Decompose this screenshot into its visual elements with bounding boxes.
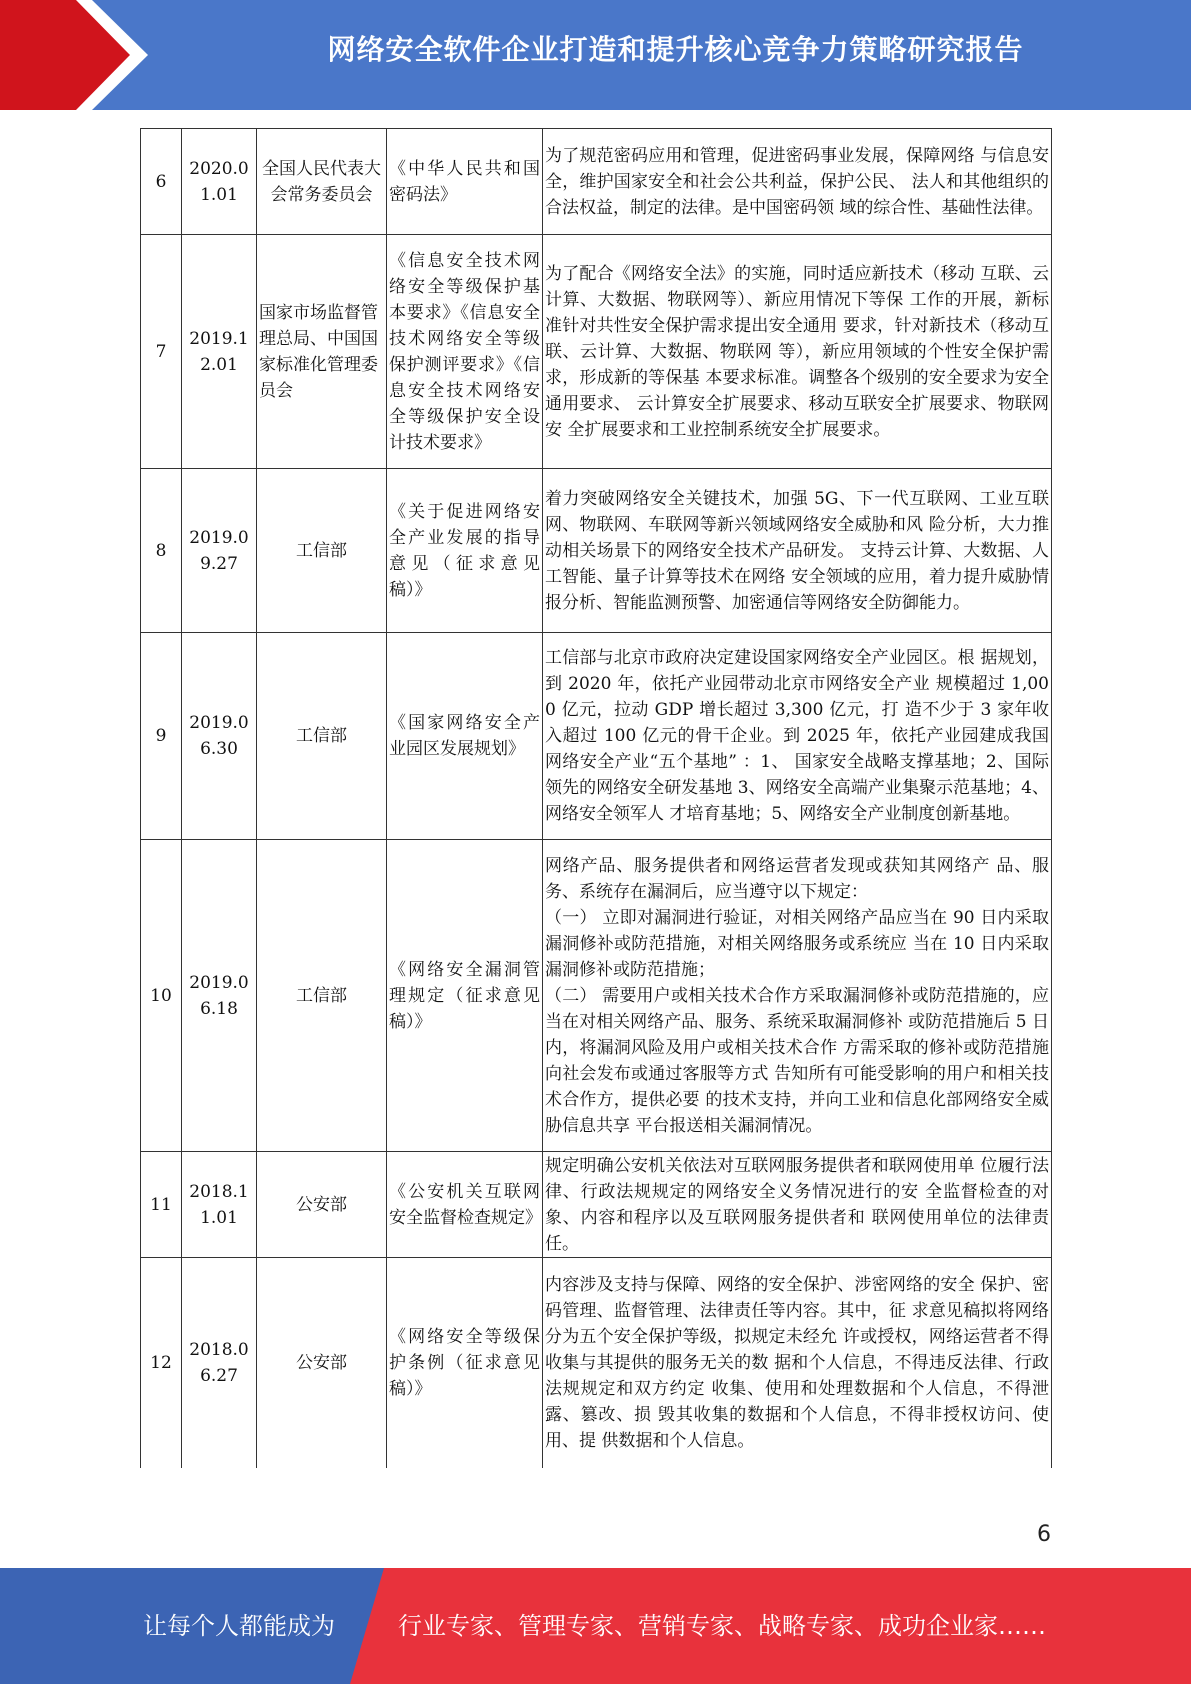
row-desc: 为了配合《网络安全法》的实施，同时适应新技术（移动 互联、云计算、大数据、物联网等）、新应用情况下等保 工作的开展，新标准针对共性安全保护需求提出安全通用 要求，针对新技术（移动互联、云计算、大数据、物联网 等），新应用领域的个性安全保护需求，形成新的等保基 本要求标准。调整各个级别的安全要求为安全通用要求、 云计算安全扩展要求、移动互联安全扩展要求、物联网安 全扩展要求和工业控制系统安全扩展要求。: [543, 235, 1052, 469]
row-date: 2018.06.27: [182, 1258, 257, 1468]
row-index: 12: [141, 1258, 182, 1468]
row-desc: 规定明确公安机关依法对互联网服务提供者和联网使用单 位履行法律、行政法规规定的网络安全义务情况进行的安 全监督检查的对象、内容和程序以及互联网服务提供者和 联网使用单位的法律责任。: [543, 1152, 1052, 1258]
row-date: 2020.01.01: [182, 129, 257, 235]
row-org: 全国人民代表大会常务委员会: [257, 129, 387, 235]
row-date: 2019.12.01: [182, 235, 257, 469]
row-date: 2019.09.27: [182, 469, 257, 633]
row-org: 工信部: [257, 633, 387, 840]
policy-table-container: [140, 128, 1051, 1468]
table-row: [141, 129, 1052, 235]
table-row: [141, 235, 1052, 469]
report-title: 网络安全软件企业打造和提升核心竞争力策略研究报告: [327, 33, 1024, 66]
row-name: 《公安机关互联网安全监督检查规定》: [387, 1152, 543, 1258]
page-footer: [0, 1568, 1191, 1684]
row-desc: [543, 840, 1052, 1152]
footer-slogan-right: 行业专家、管理专家、营销专家、战略专家、成功企业家……: [398, 1612, 1046, 1640]
row-desc: 工信部与北京市政府决定建设国家网络安全产业园区。根 据规划，到 2020 年，依托产业园带动北京市网络安全产业 规模超过 1,000 亿元，拉动 GDP 增长超过 3,300 亿元，打 造不少于 3 家年收入超过 100 亿元的骨干企业。到 2025 年，依托产业园建成我国网络安全产业“五个基地” ：1、 国家安全战略支撑基地；2、国际领先的网络安全研发基地 3、网络安全高端产业集聚示范基地；4、网络安全领军人 才培育基地；5、网络安全产业制度创新基地。: [543, 633, 1052, 840]
row-desc: 为了规范密码应用和管理，促进密码事业发展，保障网络 与信息安全，维护国家安全和社会公共利益，保护公民、 法人和其他组织的合法权益，制定的法律。是中国密码领 域的综合性、基础性法律。: [543, 129, 1052, 235]
row-desc: 着力突破网络安全关键技术，加强 5G、下一代互联网、工业互联网、物联网、车联网等新兴领域网络安全威胁和风 险分析，大力推动相关场景下的网络安全技术产品研发。 支持云计算、大数据、人工智能、量子计算等技术在网络 安全领域的应用，着力提升威胁情报分析、智能监测预警、加密通信等网络安全防御能力。: [543, 469, 1052, 633]
row-index: 11: [141, 1152, 182, 1258]
row-index: 8: [141, 469, 182, 633]
row-org: 工信部: [257, 469, 387, 633]
row-org: 国家市场监督管理总局、中国国家标准化管理委员会: [257, 235, 387, 469]
policy-table: [140, 128, 1052, 1468]
row-date: 2019.06.18: [182, 840, 257, 1152]
table-row: [141, 840, 1052, 1152]
header-arrow-icon: [0, 0, 150, 110]
row-index: 7: [141, 235, 182, 469]
footer-slogan-left: 让每个人都能成为: [143, 1612, 335, 1640]
row-name: 《网络安全漏洞管理规定（征求意见稿）》: [387, 840, 543, 1152]
page-header: [0, 0, 1191, 110]
row-name: 《国家网络安全产业园区发展规划》: [387, 633, 543, 840]
table-row: [141, 1258, 1052, 1468]
table-row: [141, 1152, 1052, 1258]
row-desc: 内容涉及支持与保障、网络的安全保护、涉密网络的安全 保护、密码管理、监督管理、法律责任等内容。其中，征 求意见稿拟将网络分为五个安全保护等级，拟规定未经允 许或授权，网络运营者不得收集与其提供的服务无关的数 据和个人信息，不得违反法律、行政法规规定和双方约定 收集、使用和处理数据和个人信息，不得泄露、篡改、损 毁其收集的数据和个人信息，不得非授权访问、使用、提 供数据和个人信息。: [543, 1258, 1052, 1468]
table-row: [141, 469, 1052, 633]
table-row: [141, 633, 1052, 840]
row-date: 2019.06.30: [182, 633, 257, 840]
row-org: 公安部: [257, 1258, 387, 1468]
page-number: 6: [1037, 1522, 1051, 1547]
row-date: 2018.11.01: [182, 1152, 257, 1258]
desc-paragraph: （一） 立即对漏洞进行验证，对相关网络产品应当在 90 日内采取漏洞修补或防范措施，对相关网络服务或系统应 当在 10 日内采取漏洞修补或防范措施；: [545, 907, 1049, 980]
row-name: 《关于促进网络安全产业发展的指导意见（征求意见稿）》: [387, 469, 543, 633]
row-name: 《中华人民共和国密码法》: [387, 129, 543, 235]
row-org: 公安部: [257, 1152, 387, 1258]
desc-paragraph: （二） 需要用户或相关技术合作方采取漏洞修补或防范措施的，应当在对相关网络产品、服务、系统采取漏洞修补 或防范措施后 5 日内，将漏洞风险及用户或相关技术合作 方需采取的修补或防范措施向社会发布或通过客服等方式 告知所有可能受影响的用户和相关技术合作方，提供必要 的技术支持，并向工业和信息化部网络安全威胁信息共享 平台报送相关漏洞情况。: [545, 985, 1049, 1136]
row-index: 10: [141, 840, 182, 1152]
row-name: 《网络安全等级保护条例（征求意见稿）》: [387, 1258, 543, 1468]
row-index: 6: [141, 129, 182, 235]
row-index: 9: [141, 633, 182, 840]
row-name: 《信息安全技术网络安全等级保护基本要求》《信息安全技术网络安全等级保护测评要求》《信息安全技术网络安全等级保护安全设计技术要求》: [387, 235, 543, 469]
row-org: 工信部: [257, 840, 387, 1152]
desc-paragraph: 网络产品、服务提供者和网络运营者发现或获知其网络产 品、服务、系统存在漏洞后，应当遵守以下规定：: [545, 855, 1049, 902]
